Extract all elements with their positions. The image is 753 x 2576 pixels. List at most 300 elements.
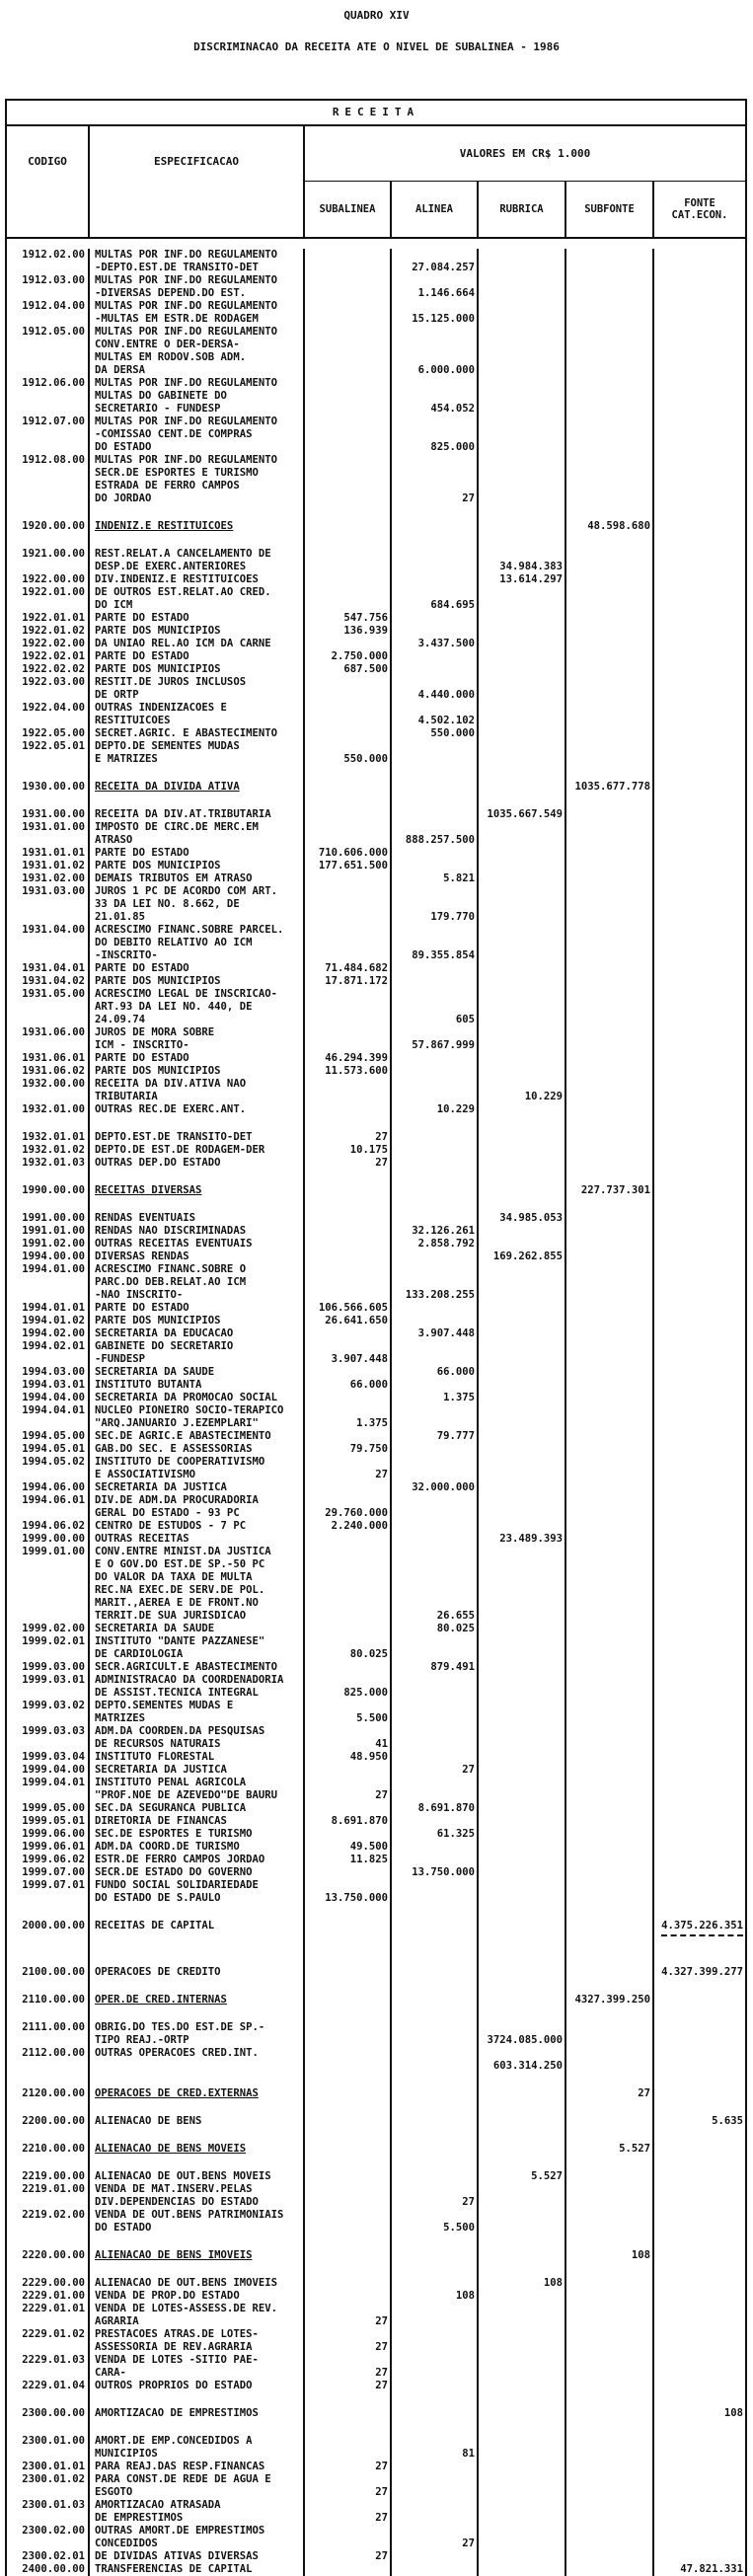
value-fonte (654, 988, 745, 1026)
table-row (7, 1302, 745, 1315)
value-subfonte (566, 1263, 654, 1302)
spec-line: ALIENACAO DE BENS MOVEIS (95, 2143, 247, 2155)
table-row (7, 326, 745, 377)
table-row (7, 1404, 745, 1430)
value-alinea (392, 300, 479, 326)
row-code: 1990.00.00 (7, 1184, 90, 1197)
value-fonte (654, 1854, 745, 1866)
spec-line: E O GOV.DO EST.DE SP.-50 PC (95, 1558, 265, 1570)
value-rubrica (479, 1238, 566, 1250)
spec-line: DEPTO.SEMENTES MUDAS E (95, 1700, 234, 1711)
header-rubrica: RUBRICA (479, 182, 566, 237)
spec-line: ALIENACAO DE BENS IMOVEIS (95, 2249, 253, 2261)
value-subalinea (305, 1841, 392, 1854)
row-especificacao (90, 2563, 305, 2576)
value-subfonte (566, 1751, 654, 1764)
value-rubrica (479, 1379, 566, 1392)
empty-cell (566, 1116, 654, 1131)
value-subalinea (305, 1315, 392, 1327)
value-alinea (392, 1443, 479, 1456)
table-row (7, 2303, 745, 2328)
value-alinea (392, 1379, 479, 1392)
spec-line: PARA REAJ.DAS RESP.FINANCAS (95, 2461, 265, 2472)
value-subfonte (566, 520, 654, 533)
table-row (7, 1751, 745, 1764)
value-text: 27 (375, 2550, 388, 2562)
empty-cell (7, 2235, 90, 2249)
value-rubrica (479, 1802, 566, 1815)
value-fonte (654, 1052, 745, 1065)
value-subfonte (566, 1144, 654, 1157)
table-row (7, 2550, 745, 2563)
spec-line: DIV.DE ADM.DA PROCURADORIA (95, 1494, 259, 1506)
value-fonte (654, 1674, 745, 1700)
spec-line: SECRETARIA DA JUSTICA (95, 1481, 227, 1493)
table-row (7, 1700, 745, 1725)
value-text: 27 (375, 1157, 388, 1169)
value-alinea (392, 962, 479, 975)
value-subalinea (305, 1392, 392, 1404)
blank-row (7, 1951, 745, 1966)
table-row (7, 1392, 745, 1404)
value-fonte (654, 2277, 745, 2290)
spec-line: GAB.DO SEC. E ASSESSORIAS (95, 1443, 253, 1455)
empty-cell (566, 1979, 654, 1994)
value-text: 13.750.000 (325, 1892, 388, 1904)
value-fonte (654, 821, 745, 847)
value-text: 227.737.301 (580, 1184, 650, 1196)
value-fonte (654, 1456, 745, 1481)
row-code: 1999.03.04 (7, 1751, 90, 1764)
empty-cell (90, 2007, 305, 2021)
empty-cell (305, 794, 392, 808)
row-code: 1932.01.03 (7, 1157, 90, 1170)
value-rubrica (479, 847, 566, 860)
value-subalinea (305, 454, 392, 505)
row-especificacao (90, 2550, 305, 2563)
value-subfonte (566, 1302, 654, 1315)
table-row (7, 650, 745, 663)
value-subfonte (566, 847, 654, 860)
spec-line: DO VALOR DA TAXA DE MULTA (95, 1571, 253, 1583)
spec-line: DIRETORIA DE FINANCAS (95, 1815, 227, 1827)
value-subfonte (566, 1366, 654, 1379)
value-rubrica (479, 1661, 566, 1674)
value-alinea (392, 416, 479, 454)
spec-line: GABINETE DO SECRETARIO (95, 1340, 234, 1352)
value-subfonte (566, 249, 654, 274)
value-alinea (392, 1225, 479, 1238)
row-code: 1912.06.00 (7, 377, 90, 416)
table-row (7, 924, 745, 962)
value-subalinea (305, 1802, 392, 1815)
table-row (7, 2143, 745, 2156)
value-fonte (654, 2170, 745, 2183)
value-subalinea (305, 1366, 392, 1379)
value-fonte (654, 663, 745, 676)
value-alinea (392, 1854, 479, 1866)
value-subalinea (305, 781, 392, 794)
value-subfonte (566, 2209, 654, 2235)
spec-line: DEPTO.EST.DE TRANSITO-DET (95, 1131, 253, 1143)
value-alinea (392, 2499, 479, 2525)
spec-line: RESTIT.DE JUROS INCLUSOS (95, 676, 247, 688)
value-alinea (392, 2563, 479, 2576)
value-fonte (654, 2115, 745, 2128)
value-fonte (654, 1481, 745, 1494)
value-alinea (392, 1802, 479, 1815)
empty-cell (7, 1197, 90, 1212)
row-especificacao (90, 988, 305, 1026)
value-subfonte (566, 2435, 654, 2461)
blank-row (7, 1197, 745, 1212)
value-rubrica (479, 625, 566, 638)
empty-cell (654, 2156, 745, 2170)
value-subfonte (566, 1828, 654, 1841)
row-especificacao (90, 1623, 305, 1635)
value-rubrica (479, 1481, 566, 1494)
row-especificacao (90, 1212, 305, 1225)
value-rubrica (479, 1315, 566, 1327)
blank-row (7, 2262, 745, 2277)
empty-cell (566, 2420, 654, 2435)
value-text: 603.314.250 (492, 2060, 563, 2072)
value-rubrica (479, 1225, 566, 1238)
table-row (7, 2047, 745, 2073)
value-rubrica (479, 663, 566, 676)
empty-cell (479, 2128, 566, 2143)
value-subfonte (566, 2461, 654, 2473)
empty-cell (654, 533, 745, 548)
spec-line: SECR.AGRICULT.E ABASTECIMENTO (95, 1661, 277, 1673)
value-rubrica (479, 1725, 566, 1751)
blank-row (7, 1170, 745, 1184)
value-subfonte (566, 1225, 654, 1238)
value-rubrica (479, 988, 566, 1026)
row-code: 1999.00.00 (7, 1533, 90, 1546)
value-subfonte (566, 781, 654, 794)
row-code: 1931.03.00 (7, 885, 90, 924)
row-code: 1931.04.01 (7, 962, 90, 975)
row-especificacao (90, 625, 305, 638)
value-alinea (392, 872, 479, 885)
value-alinea (392, 1157, 479, 1170)
document-title: QUADRO XIV (343, 9, 410, 22)
value-subalinea (305, 2087, 392, 2100)
value-text: 71.484.682 (325, 962, 388, 974)
empty-cell (7, 2262, 90, 2277)
row-especificacao (90, 2499, 305, 2525)
value-subalinea (305, 2328, 392, 2354)
value-rubrica (479, 872, 566, 885)
table-row (7, 2525, 745, 2550)
value-subalinea (305, 416, 392, 454)
value-alinea (392, 1250, 479, 1263)
spec-line: DEPTO.DE SEMENTES MUDAS (95, 740, 240, 752)
row-code: 1994.02.00 (7, 1327, 90, 1340)
value-subfonte (566, 2563, 654, 2576)
value-fonte (654, 326, 745, 377)
value-subfonte (566, 650, 654, 663)
value-subalinea (305, 2047, 392, 2073)
spec-line: MULTAS POR INF.DO REGULAMENTO (95, 274, 277, 286)
value-subfonte (566, 454, 654, 505)
value-text: 10.175 (349, 1144, 388, 1156)
value-subalinea (305, 1751, 392, 1764)
value-alinea (392, 1078, 479, 1103)
value-subfonte (566, 676, 654, 702)
empty-cell (392, 1197, 479, 1212)
value-alinea (392, 2354, 479, 2380)
row-especificacao (90, 1815, 305, 1828)
value-rubrica (479, 1623, 566, 1635)
value-alinea (392, 1065, 479, 1078)
spec-line: MULTAS POR INF.DO REGULAMENTO (95, 454, 277, 466)
value-fonte (654, 2563, 745, 2576)
value-fonte (654, 702, 745, 727)
value-fonte (654, 2143, 745, 2156)
row-code: 1991.02.00 (7, 1238, 90, 1250)
row-code: 1932.00.00 (7, 1078, 90, 1103)
spec-line: ACRESCIMO LEGAL DE INSCRICAO- (95, 988, 277, 1000)
value-subalinea (305, 2473, 392, 2499)
value-subfonte (566, 2290, 654, 2303)
value-subfonte (566, 924, 654, 962)
empty-cell (479, 1116, 566, 1131)
value-text: 10.229 (524, 1091, 563, 1102)
value-text: 2.240.000 (331, 1520, 388, 1532)
value-subalinea (305, 326, 392, 377)
value-subalinea (305, 1157, 392, 1170)
table-row (7, 2380, 745, 2392)
value-alinea (392, 1841, 479, 1854)
empty-cell (90, 533, 305, 548)
blank-row (7, 2007, 745, 2021)
value-subfonte (566, 1404, 654, 1430)
value-text: 27 (375, 1789, 388, 1801)
value-fonte (654, 573, 745, 586)
value-rubrica (479, 1764, 566, 1777)
value-rubrica (479, 548, 566, 573)
value-alinea (392, 2087, 479, 2100)
value-text: 27 (375, 2380, 388, 2391)
row-code: 1994.01.00 (7, 1263, 90, 1302)
value-rubrica (479, 2303, 566, 2328)
row-code: 1999.03.01 (7, 1674, 90, 1700)
empty-cell (7, 2156, 90, 2170)
value-fonte (654, 1828, 745, 1841)
row-code: 2300.01.03 (7, 2499, 90, 2525)
value-text: 79.777 (436, 1430, 475, 1442)
row-especificacao (90, 1674, 305, 1700)
row-especificacao (90, 962, 305, 975)
value-subalinea (305, 1379, 392, 1392)
empty-cell (90, 1979, 305, 1994)
value-subalinea (305, 663, 392, 676)
row-especificacao (90, 1302, 305, 1315)
table-row (7, 625, 745, 638)
value-subfonte (566, 274, 654, 300)
spec-line: PARTE DOS MUNICIPIOS (95, 1065, 221, 1077)
value-text: 34.984.383 (499, 561, 563, 572)
table-row (7, 702, 745, 727)
value-subfonte (566, 416, 654, 454)
value-rubrica (479, 1184, 566, 1197)
empty-cell (90, 2420, 305, 2435)
value-subfonte (566, 1052, 654, 1065)
spec-line: SECRETARIA DA SAUDE (95, 1366, 215, 1378)
empty-cell (566, 2156, 654, 2170)
value-rubrica (479, 2550, 566, 2563)
value-subfonte (566, 1238, 654, 1250)
row-especificacao (90, 573, 305, 586)
spec-line: ALIENACAO DE OUT.BENS IMOVEIS (95, 2277, 277, 2289)
value-text: 48.950 (349, 1751, 388, 1763)
value-fonte (654, 520, 745, 533)
table-row (7, 1340, 745, 1366)
row-especificacao (90, 2047, 305, 2073)
value-text: 1.375 (443, 1392, 475, 1403)
blank-row (7, 794, 745, 808)
value-fonte (654, 2328, 745, 2354)
value-alinea (392, 924, 479, 962)
table-row (7, 1635, 745, 1661)
table-row (7, 1879, 745, 1905)
row-especificacao (90, 676, 305, 702)
revenue-table (5, 99, 747, 2576)
table-row (7, 2277, 745, 2290)
empty-cell (566, 2073, 654, 2087)
table-row (7, 2499, 745, 2525)
empty-cell (479, 1936, 566, 1951)
value-rubrica (479, 1131, 566, 1144)
value-alinea (392, 1494, 479, 1520)
row-especificacao (90, 1546, 305, 1623)
value-fonte (654, 2183, 745, 2209)
row-especificacao (90, 2473, 305, 2499)
empty-cell (654, 2392, 745, 2407)
value-rubrica (479, 300, 566, 326)
value-text: 80.025 (349, 1648, 388, 1660)
value-fonte (654, 1065, 745, 1078)
row-especificacao (90, 1443, 305, 1456)
empty-cell (7, 533, 90, 548)
value-text: 879.491 (430, 1661, 475, 1673)
empty-cell (566, 766, 654, 781)
value-fonte (654, 586, 745, 612)
value-alinea (392, 1661, 479, 1674)
value-alinea (392, 1263, 479, 1302)
value-fonte (654, 1533, 745, 1546)
value-text: 32.126.261 (412, 1225, 475, 1237)
value-subfonte (566, 1184, 654, 1197)
row-especificacao (90, 1157, 305, 1170)
spec-line: RENDAS NAO DISCRIMINADAS (95, 1225, 247, 1237)
value-subalinea (305, 2461, 392, 2473)
row-code: 1994.03.01 (7, 1379, 90, 1392)
value-subfonte (566, 1456, 654, 1481)
value-fonte (654, 274, 745, 300)
value-text: 15.125.000 (412, 313, 475, 325)
value-fonte (654, 2209, 745, 2235)
value-fonte (654, 1026, 745, 1052)
row-code: 2219.02.00 (7, 2209, 90, 2235)
value-subalinea (305, 702, 392, 727)
value-fonte (654, 612, 745, 625)
empty-cell (392, 2420, 479, 2435)
row-especificacao (90, 1078, 305, 1103)
row-especificacao (90, 454, 305, 505)
empty-cell (90, 1905, 305, 1920)
table-row (7, 975, 745, 988)
empty-cell (479, 2100, 566, 2115)
value-text: 66.000 (436, 1366, 475, 1378)
table-row (7, 377, 745, 416)
spec-line: -COMISSAO CENT.DE COMPRAS (95, 428, 253, 440)
table-row (7, 638, 745, 650)
table-row (7, 1802, 745, 1815)
table-row (7, 1250, 745, 1263)
blank-row (7, 1936, 745, 1951)
value-rubrica (479, 2461, 566, 2473)
value-subalinea (305, 1225, 392, 1238)
spec-line: AMORTIZACAO ATRASADA (95, 2499, 221, 2511)
spec-line: DE ORTP (95, 689, 139, 701)
value-rubrica (479, 1443, 566, 1456)
value-text: 11.573.600 (325, 1065, 388, 1077)
empty-cell (90, 1116, 305, 1131)
spec-line: RECEITA DA DIV.AT.TRIBUTARIA (95, 808, 271, 820)
row-especificacao (90, 650, 305, 663)
value-rubrica (479, 2499, 566, 2525)
value-fonte (654, 2354, 745, 2380)
spec-line: ADMINISTRACAO DA COORDENADORIA (95, 1674, 284, 1686)
row-code: 1999.05.00 (7, 1802, 90, 1815)
value-subfonte (566, 2047, 654, 2073)
spec-line: ATRASO (95, 834, 133, 846)
value-rubrica (479, 962, 566, 975)
value-fonte (654, 860, 745, 872)
value-fonte (654, 1802, 745, 1815)
value-alinea (392, 1866, 479, 1879)
value-text: 605 (455, 1014, 475, 1025)
value-alinea (392, 1635, 479, 1661)
value-rubrica (479, 1777, 566, 1802)
spec-line: RECEITA DA DIV.ATIVA NAO (95, 1078, 247, 1090)
spec-line: OUTRAS AMORT.DE EMPRESTIMOS (95, 2525, 265, 2537)
value-fonte (654, 1131, 745, 1144)
value-subalinea (305, 2525, 392, 2550)
value-alinea (392, 1966, 479, 1979)
value-text: 10.229 (436, 1103, 475, 1115)
row-code: 1999.06.00 (7, 1828, 90, 1841)
value-subalinea (305, 650, 392, 663)
row-code: 2110.00.00 (7, 1994, 90, 2007)
value-subfonte (566, 2354, 654, 2380)
spec-line: DE CARDIOLOGIA (95, 1648, 184, 1660)
value-fonte (654, 1404, 745, 1430)
spec-line: ESTRADA DE FERRO CAMPOS (95, 480, 240, 492)
spec-line: TRANSFERENCIAS DE CAPITAL (95, 2563, 253, 2575)
table-row (7, 885, 745, 924)
row-especificacao (90, 975, 305, 988)
table-row (7, 2170, 745, 2183)
empty-cell (7, 1979, 90, 1994)
table-row (7, 586, 745, 612)
row-code: 1999.07.01 (7, 1879, 90, 1905)
row-especificacao (90, 1456, 305, 1481)
row-especificacao (90, 2435, 305, 2461)
